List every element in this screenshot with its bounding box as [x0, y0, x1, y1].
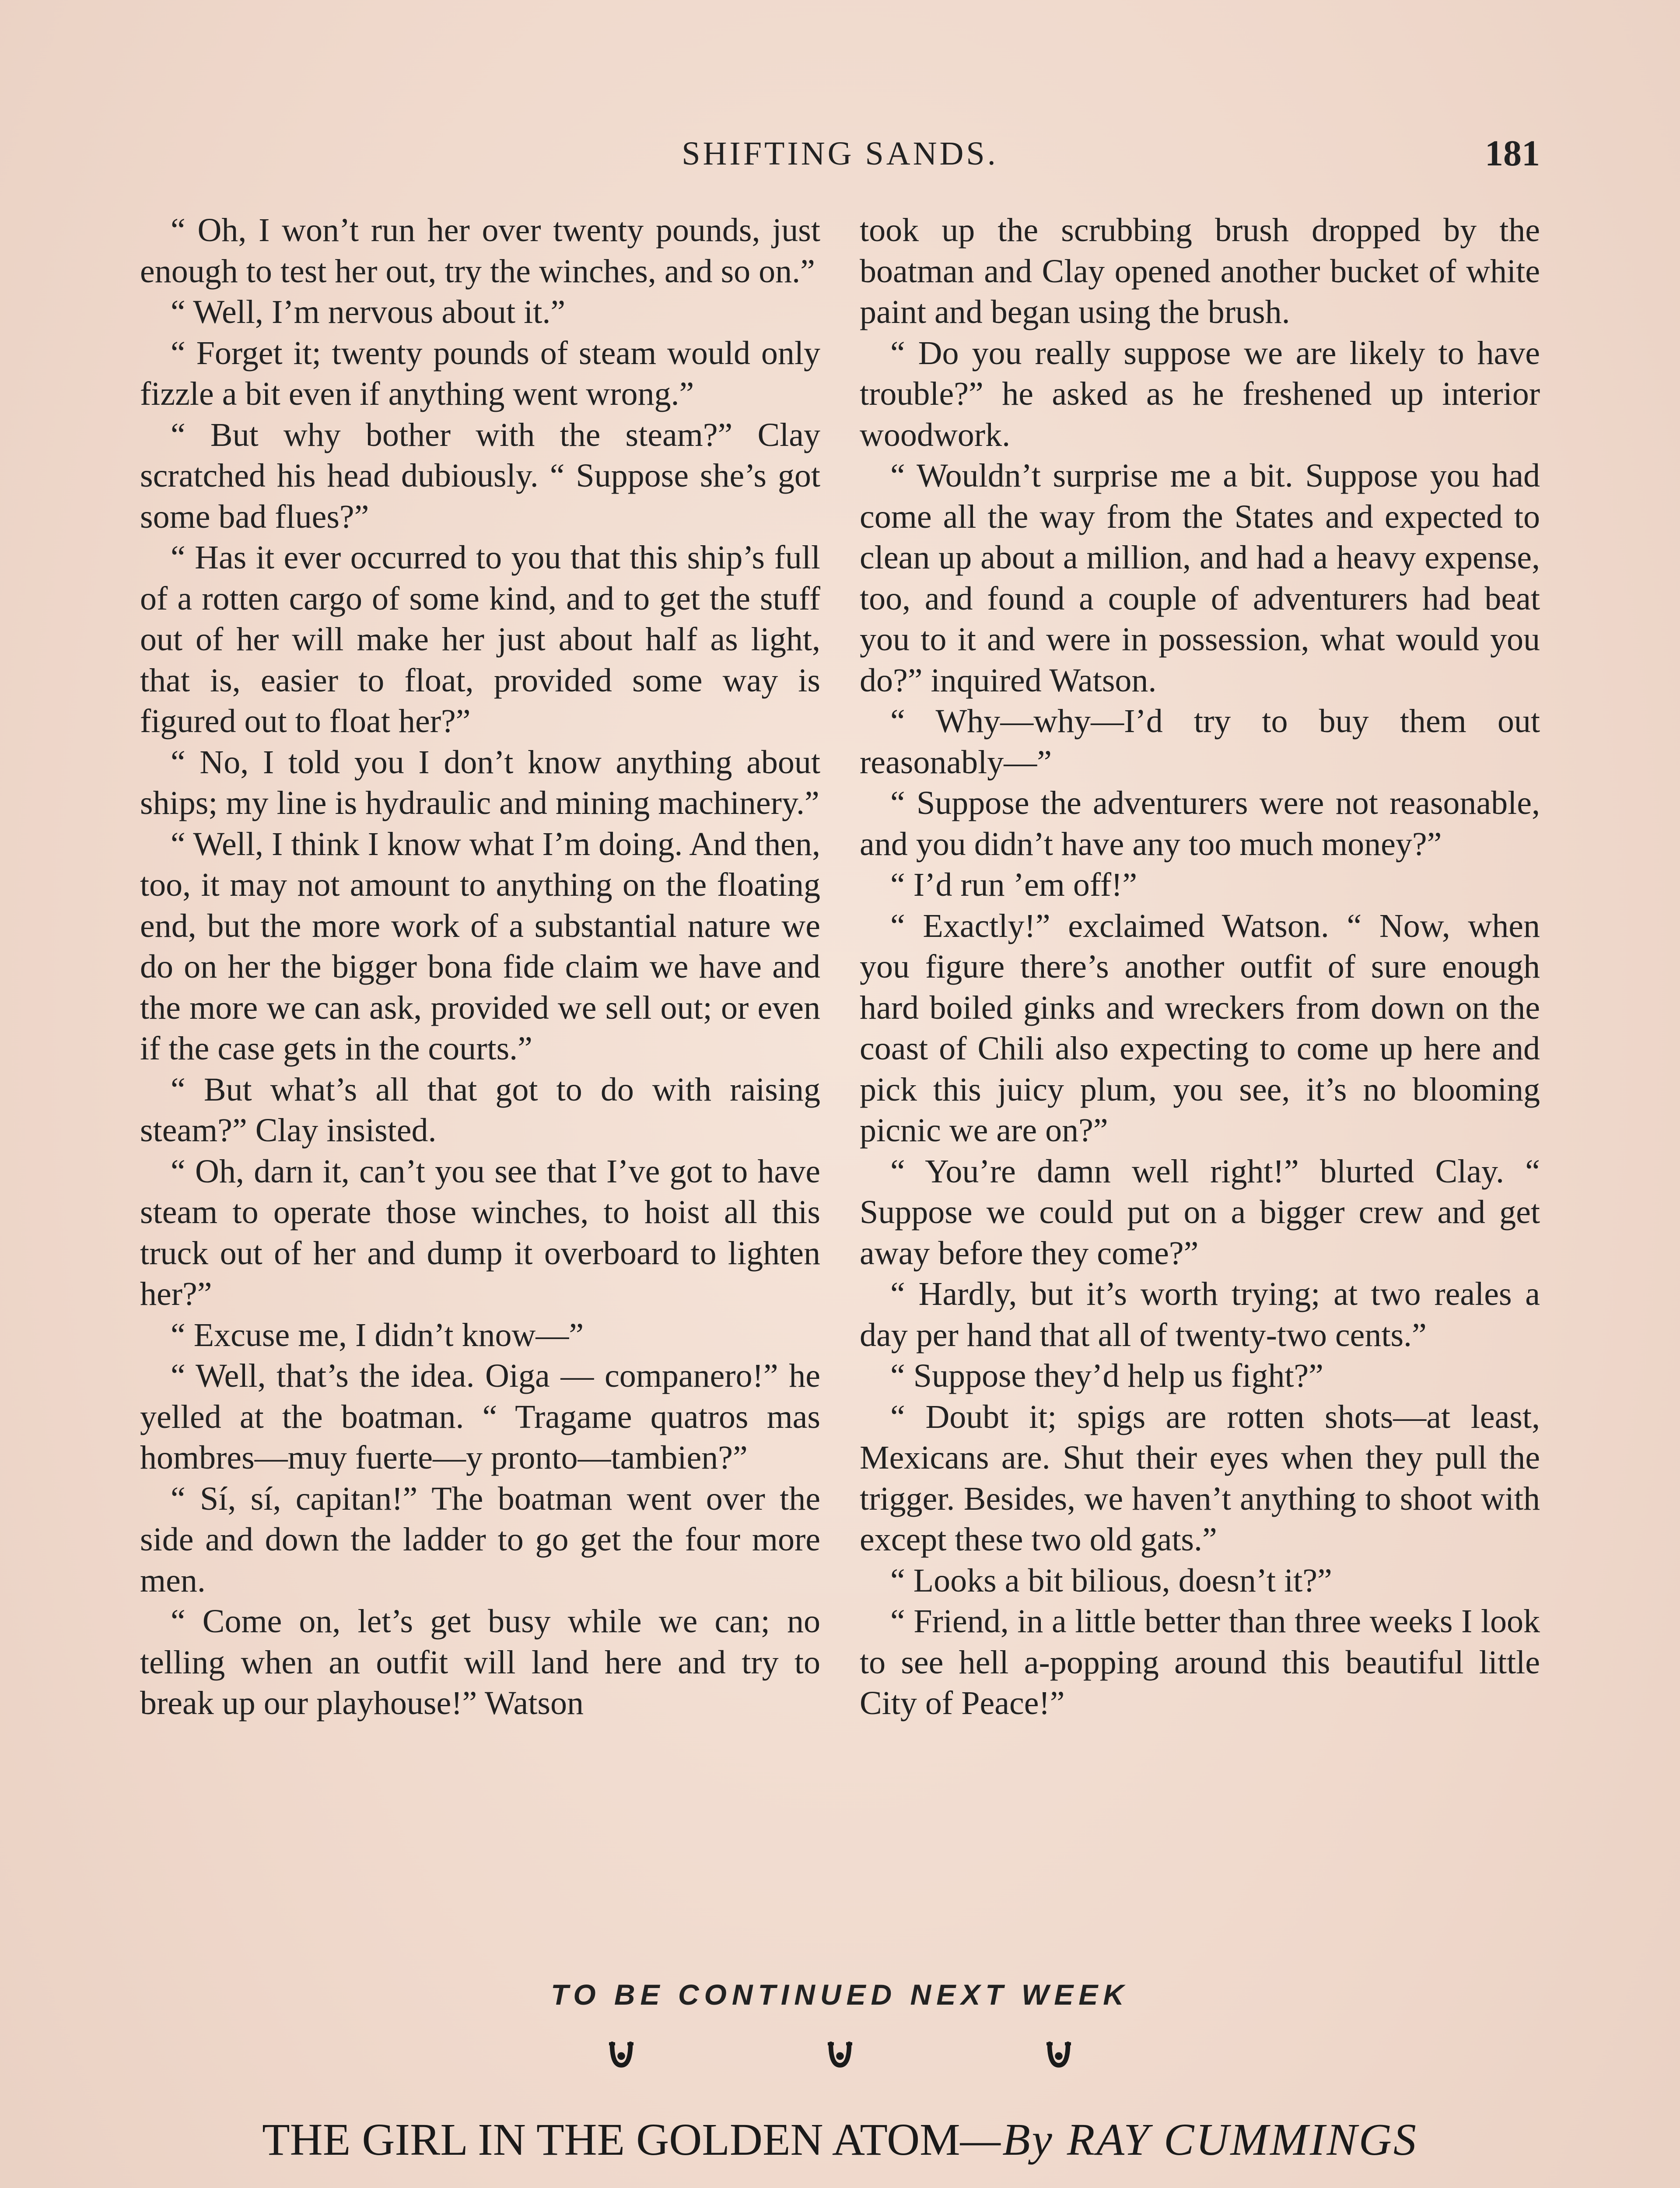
story-paragraph: “ Has it ever occurred to you that this ship’s full of a rotten cargo of some kind, and to get the stuff out of her will make her just about half as light, that is, easier to float, provided some way is figured out to float her?” [140, 539, 820, 740]
story-paragraph: “ Sí, sí, capitan!” The boatman went over the side and down the ladder to go get the four more men. [140, 1480, 820, 1599]
story-paragraph: “ Suppose the adventurers were not reasonable, and you didn’t have any too much money?” [860, 785, 1540, 863]
story-columns [140, 210, 1540, 1724]
horseshoe-ornament-icon [1043, 2039, 1074, 2070]
page-header [140, 135, 1540, 187]
horseshoe-ornament-icon [606, 2039, 637, 2070]
story-paragraph: “ Doubt it; spigs are rotten shots—at least, Mexicans are. Shut their eyes when they pull the trigger. Besides, we haven’t anything to shoot with except these two old gats.” [860, 1398, 1540, 1558]
story-paragraph: “ Friend, in a little better than three weeks I look to see hell a-popping around this beautiful little City of Peace!” [860, 1603, 1540, 1722]
story-column-left [140, 210, 820, 1724]
story-paragraph: “ No, I told you I don’t know anything about ships; my line is hydraulic and mining machinery.” [140, 743, 820, 821]
story-paragraph: “ Hardly, but it’s worth trying; at two reales a day per hand that all of twenty-two cents.” [860, 1276, 1540, 1353]
story-paragraph: “ Come on, let’s get busy while we can; no telling when an outfit will land here and try to break up our playhouse!” Watson [140, 1603, 820, 1722]
story-paragraph: “ Oh, darn it, can’t you see that I’ve got to have steam to operate those winches, to hoist all this truck out of her and dump it overboard to lighten her?” [140, 1153, 820, 1312]
story-paragraph: “ But why bother with the steam?” Clay scratched his head dubiously. “ Suppose she’s got some bad flues?” [140, 416, 820, 535]
story-paragraph: “ Well, I think I know what I’m doing. And then, too, it may not amount to anything on the floating end, but the more work of a substantial nature we do on her the bigger bona fide claim we have and the more we can ask, provided we sell out; or even if the case gets in the courts.” [140, 825, 820, 1067]
page-number: 181 [1485, 133, 1540, 174]
running-head: SHIFTING SANDS. [682, 135, 998, 172]
story-paragraph: “ Do you really suppose we are likely to have trouble?” he asked as he freshened up interior woodwork. [860, 334, 1540, 453]
continued-next-week: TO BE CONTINUED NEXT WEEK [551, 1978, 1129, 2011]
story-paragraph: “ Suppose they’d help us fight?” [890, 1357, 1323, 1394]
story-paragraph: “ Forget it; twenty pounds of steam would only fizzle a bit even if anything went wrong.” [140, 334, 820, 412]
notice-title: THE GIRL IN THE GOLDEN ATOM [262, 2114, 960, 2165]
story-paragraph: “ Oh, I won’t run her over twenty pounds, just enough to test her out, try the winches, and so on.” [140, 212, 820, 290]
story-paragraph: “ Looks a bit bilious, doesn’t it?” [890, 1562, 1332, 1599]
story-paragraph: “ Well, I’m nervous about it.” [171, 294, 566, 330]
story-paragraph: “ Why—why—I’d try to buy them out reasonably—” [860, 703, 1540, 781]
story-paragraph: “ Wouldn’t surprise me a bit. Suppose you had come all the way from the States and expected to clean up about a million, and had a heavy expense, too, and found a couple of adventurers had beat you to it and were in possession, what would you do?” inquired Watson. [860, 457, 1540, 699]
story-paragraph: took up the scrubbing brush dropped by the boatman and Clay opened another bucket of white paint and began using the brush. [860, 212, 1540, 330]
story-paragraph: “ I’d run ’em off!” [890, 866, 1138, 903]
notice-byline: —By RAY CUMMINGS [960, 2114, 1418, 2165]
story-paragraph: “ Exactly!” exclaimed Watson. “ Now, when you figure there’s another outfit of sure enough hard boiled ginks and wreckers from down on the coast of Chili also expecting to come up here and pick this juicy plum, you see, it’s no blooming picnic we are on?” [860, 907, 1540, 1149]
story-paragraph: “ You’re damn well right!” blurted Clay. “ Suppose we could put on a bigger crew and get away before they come?” [860, 1153, 1540, 1272]
horseshoe-ornament-icon [825, 2039, 855, 2070]
notice-title-line [140, 2114, 1540, 2166]
story-paragraph: “ Well, that’s the idea. Oiga — companero!” he yelled at the boatman. “ Tragame quatros mas hombres—muy fuerte—y pronto—tambien?” [140, 1357, 820, 1476]
story-paragraph: “ But what’s all that got to do with raising steam?” Clay insisted. [140, 1071, 820, 1149]
ornament-row [140, 2039, 1540, 2070]
story-paragraph: “ Excuse me, I didn’t know—” [171, 1316, 584, 1353]
story-column-right [860, 210, 1540, 1724]
